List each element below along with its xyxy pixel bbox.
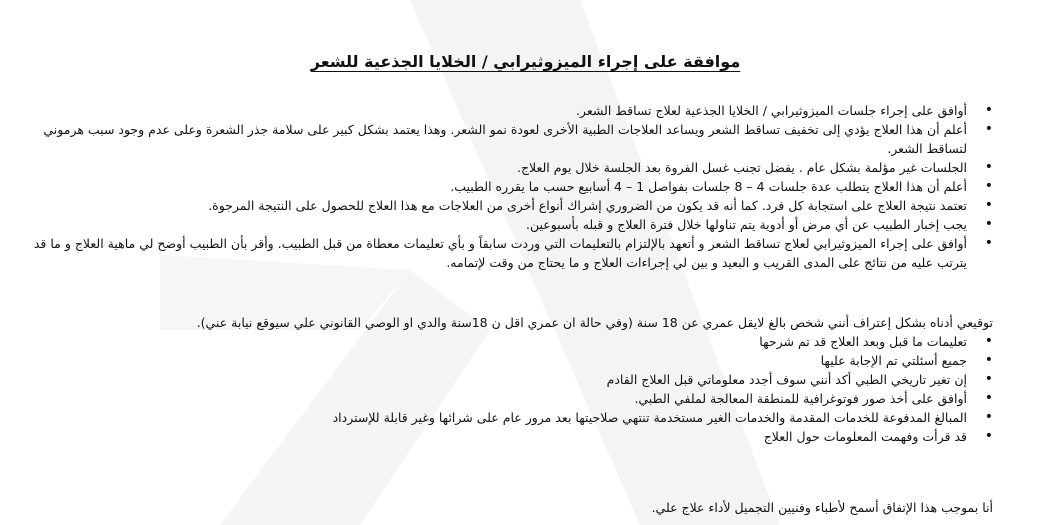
list-item: • أوافق على أخذ صور فوتوغرافية للمنطقة المعالجة لملفي الطبي.	[25, 389, 967, 408]
list-item: • إن تغير تاريخي الطبي أكد أنني سوف أجدد معلوماتي قبل العلاج القادم	[25, 370, 967, 389]
consent-list	[25, 101, 993, 272]
list-item: • أعلم أن هذا العلاج يؤدي إلى تخفيف تساقط الشعر ويساعد العلاجات الطبية الأخرى لعودة نمو الشعر. وهذا يعتمد بشكل كبير على سلامة جذر الشعرة وعلى عدم وجود سبب هرموني لتساقط الشعر.	[25, 120, 967, 158]
list-item: • تعليمات ما قبل وبعد العلاج قد تم شرحها	[25, 332, 967, 351]
list-item: • أوافق على إجراء جلسات الميزوثيرابي / الخلايا الجذعية لعلاج تساقط الشعر.	[25, 101, 967, 120]
signature-statement: توقيعي أدناه بشكل إعتراف أنني شخص بالغ لايقل عمري عن 18 سنة (وفي حالة ان عمري اقل ن 18سنة والدي او الوصي القانوني علي سيوقع نيابة عني).	[196, 315, 993, 330]
list-item: • الجلسات غير مؤلمة بشكل عام . يفضل تجنب غسل الفروة بعد الجلسة خلال يوم العلاج.	[25, 158, 967, 177]
list-item: • تعتمد نتيجة العلاج على استجابة كل فرد. كما أنه قد يكون من الضروري إشراك أنواع أخرى من العلاجات مع هذا العلاج للحصول على النتيجة المرجوة.	[25, 196, 967, 215]
list-item: • أعلم أن هذا العلاج يتطلب عدة جلسات 4 – 8 جلسات بفواصل 1 – 4 أسابيع حسب ما يقرره الطبيب.	[25, 177, 967, 196]
list-item: • جميع أسئلتي تم الإجابة عليها	[25, 351, 967, 370]
acknowledgement-list	[25, 332, 993, 446]
list-item: • يجب إخبار الطبيب عن أي مرض أو أدوية يتم تناولها خلال فترة العلاج و قبله بأسبوعين.	[25, 215, 967, 234]
list-item: • أوافق على إجراء الميزوثيرابي لعلاج تساقط الشعر و أتعهد بالإلتزام بالتعليمات التي وردت سابقاً و بأي تعليمات معطاة من قبل الطبيب. وأقر بأن الطبيب أوضح لي ماهية العلاج و ما قد يترتب عليه من نتائج على المدى القريب و البعيد و بين لي إجراءات العلاج و ما يحتاج من وقت لإتمامه.	[25, 234, 967, 272]
list-item: • قد قرأت وفهمت المعلومات حول العلاج	[25, 427, 967, 446]
document-title: موافقة على إجراء الميزوثيرابي / الخلايا الجذعية للشعر	[310, 52, 741, 71]
closing-statement: أنا بموجب هذا الإتفاق أسمح لأطباء وفنيين التجميل لأداء علاج علي.	[651, 500, 993, 515]
list-item: • المبالغ المدفوعة للخدمات المقدمة والخدمات الغير مستخدمة تنتهي صلاحيتها بعد مرور عام على شرائها وغير قابلة للإسترداد	[25, 408, 967, 427]
